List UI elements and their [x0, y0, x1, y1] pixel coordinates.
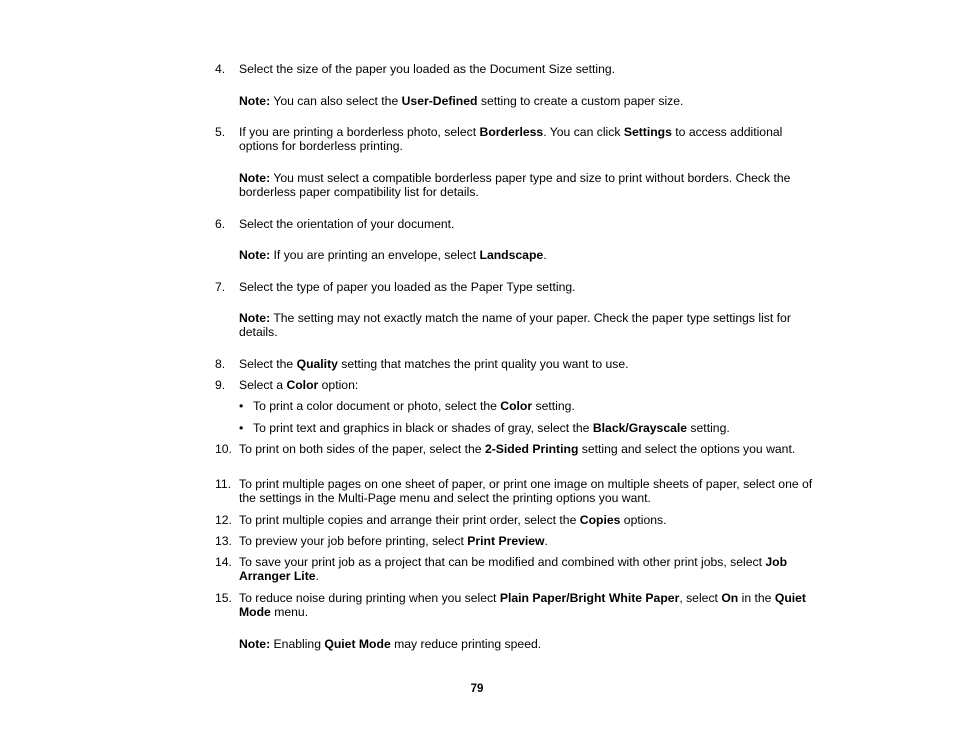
step-text: Select the Quality setting that matches the print quality you want to use.	[239, 357, 629, 371]
note-text: If you are printing an envelope, select Landscape.	[273, 248, 547, 262]
note-text: The setting may not exactly match the name of your paper. Check the paper type settings list for details.	[239, 311, 791, 339]
note-label: Note:	[239, 171, 271, 185]
step-number: 15.	[215, 591, 232, 605]
step-number: 10.	[215, 442, 232, 456]
step-text: If you are printing a borderless photo, select Borderless. You can click Settings to access additional options for borderless printing.	[239, 125, 783, 153]
bullet-text: To print a color document or photo, select the Color setting.	[253, 399, 575, 413]
bullet-marker: •	[239, 399, 244, 413]
step-number: 9.	[215, 378, 226, 392]
note	[239, 248, 819, 262]
note	[239, 637, 819, 651]
step-text: To print on both sides of the paper, select the 2-Sided Printing setting and select the options you want.	[239, 442, 796, 456]
step-text: Select the type of paper you loaded as the Paper Type setting.	[239, 280, 576, 294]
step-text: To print multiple copies and arrange their print order, select the Copies options.	[239, 513, 667, 527]
note-label: Note:	[239, 311, 271, 325]
bullet-text: To print text and graphics in black or shades of gray, select the Black/Grayscale setting.	[253, 421, 730, 435]
note-text: You must select a compatible borderless paper type and size to print without borders. Check the borderless paper compatibility list for details.	[239, 171, 791, 199]
note-label: Note:	[239, 637, 271, 651]
step-number: 13.	[215, 534, 232, 548]
step-number: 14.	[215, 555, 232, 569]
step-text: Select the size of the paper you loaded as the Document Size setting.	[239, 62, 616, 76]
bullet-marker: •	[239, 421, 244, 435]
note	[239, 94, 819, 108]
note-label: Note:	[239, 94, 271, 108]
step-text: To preview your job before printing, select Print Preview.	[239, 534, 548, 548]
step-text: To save your print job as a project that can be modified and combined with other print jobs, select Job Arranger Lite.	[239, 555, 788, 583]
step-number: 5.	[215, 125, 226, 139]
step-number: 6.	[215, 217, 226, 231]
step-number: 7.	[215, 280, 226, 294]
page-number: 79	[470, 683, 484, 695]
step-text: To reduce noise during printing when you select Plain Paper/Bright White Paper, select On in the Quiet Mode menu.	[239, 591, 806, 619]
step-number: 8.	[215, 357, 226, 371]
step-text: Select the orientation of your document.	[239, 217, 455, 231]
step-number: 12.	[215, 513, 232, 527]
note	[239, 171, 819, 199]
note-text: Enabling Quiet Mode may reduce printing speed.	[273, 637, 542, 651]
step-number: 4.	[215, 62, 226, 76]
note-text: You can also select the User-Defined setting to create a custom paper size.	[273, 94, 684, 108]
note	[239, 311, 819, 339]
note-label: Note:	[239, 248, 271, 262]
step-number: 11.	[215, 477, 232, 491]
step-text: Select a Color option:	[239, 378, 359, 392]
step-text: To print multiple pages on one sheet of paper, or print one image on multiple sheets of paper, select one of the settings in the Multi-Page menu and select the printing options you want.	[239, 477, 813, 505]
